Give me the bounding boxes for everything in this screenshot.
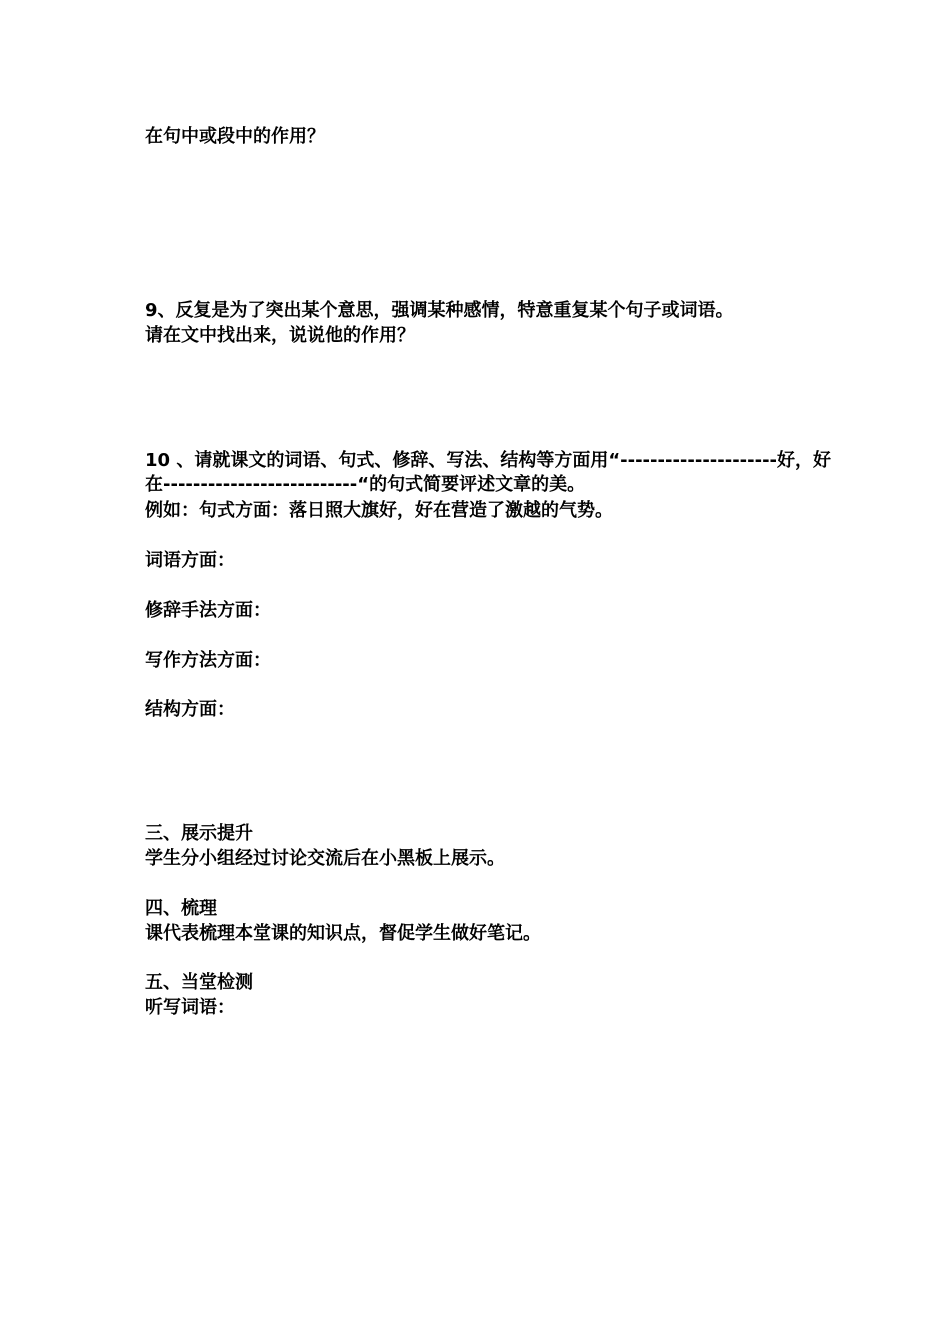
section-3-body: 学生分小组经过讨论交流后在小黑板上展示。	[145, 848, 505, 869]
section-4-body: 课代表梳理本堂课的知识点，督促学生做好笔记。	[145, 923, 541, 944]
rhetoric-aspect-label: 修辞手法方面：	[145, 600, 271, 621]
question-10-line-2: 在--------------------------“的句式简要评述文章的美。	[145, 474, 586, 495]
question-9-line-2: 请在文中找出来，说说他的作用？	[145, 325, 415, 346]
question-8-tail: 在句中或段中的作用？	[145, 126, 325, 147]
writing-method-aspect-label: 写作方法方面：	[145, 650, 271, 671]
section-3-heading: 三、展示提升	[145, 823, 253, 844]
question-9-line-1: 9、反复是为了突出某个意思，强调某种感情，特意重复某个句子或词语。	[145, 300, 734, 321]
structure-aspect-label: 结构方面：	[145, 699, 235, 720]
section-5-heading: 五、当堂检测	[145, 972, 253, 993]
section-5-body: 听写词语：	[145, 997, 235, 1018]
question-10-line-1: 10 、请就课文的词语、句式、修辞、写法、结构等方面用“---------------------好，好	[145, 450, 832, 471]
question-10-example: 例如：句式方面：落日照大旗好，好在营造了激越的气势。	[145, 500, 613, 521]
words-aspect-label: 词语方面：	[145, 550, 235, 571]
section-4-heading: 四、梳理	[145, 898, 217, 919]
